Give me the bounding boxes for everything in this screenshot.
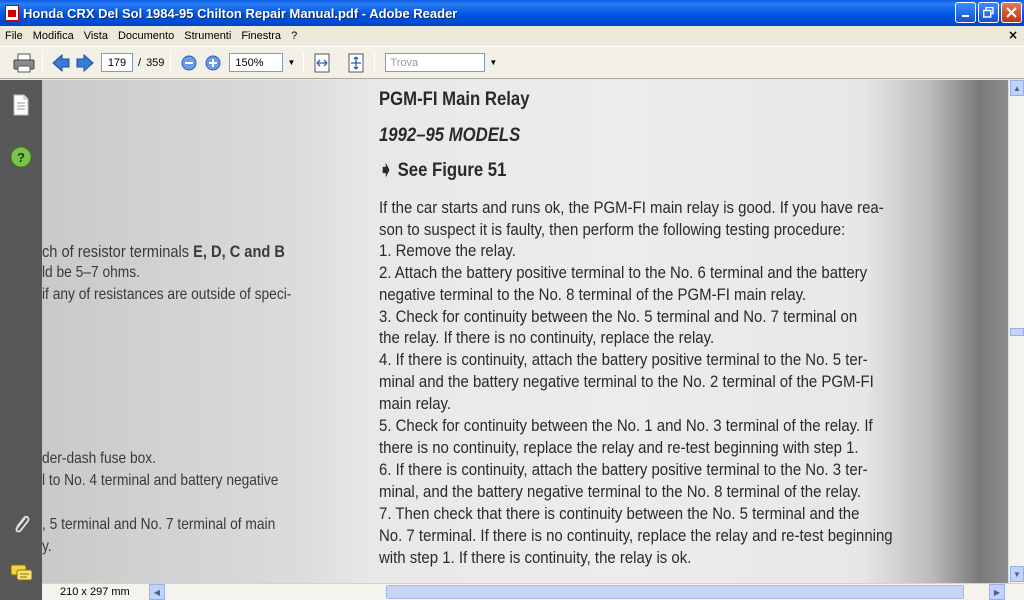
body-line: 3. Check for continuity between the No. 5 terminal and No. 7 terminal on: [379, 307, 858, 326]
text-line: , 5 terminal and No. 7 terminal of main: [42, 516, 276, 533]
horizontal-scroll-thumb[interactable]: [386, 585, 964, 599]
close-icon: [1006, 7, 1017, 18]
zoom-in-icon: [205, 55, 221, 71]
text-line: ld be 5–7 ohms.: [42, 264, 140, 281]
zoom-select[interactable]: [229, 53, 296, 72]
section-subheading: 1992–95 MODELS: [379, 125, 521, 146]
text-line: if any of resistances are outside of speci-: [42, 286, 292, 303]
title-bar: [0, 0, 1024, 26]
status-bar: [42, 583, 1024, 600]
menu-bar: [0, 26, 1024, 46]
pages-icon: [12, 94, 30, 116]
page-size-label: 210 x 297 mm: [60, 586, 130, 598]
body-line: If the car starts and runs ok, the PGM-FI main relay is good. If you have rea-: [379, 198, 884, 217]
body-line: minal and the battery negative terminal to the No. 2 terminal of the PGM-FI: [379, 372, 874, 391]
body-line: 2. Attach the battery positive terminal to the No. 6 terminal and the battery: [379, 263, 868, 282]
menu-finestra[interactable]: Finestra: [241, 30, 282, 42]
arrow-left-icon: [51, 53, 71, 73]
adobe-reader-icon: [5, 5, 19, 21]
chevron-up-icon: ▲: [1013, 83, 1021, 93]
figure-reference: ➧ See Figure 51: [379, 160, 507, 181]
body-line: the relay. If there is no continuity, replace the relay.: [379, 328, 715, 347]
zoom-out-button[interactable]: [177, 51, 201, 75]
chevron-right-icon: ▶: [993, 587, 1001, 597]
left-column-text: [42, 80, 317, 583]
arrow-right-icon: [75, 53, 95, 73]
find-options-chevron-icon[interactable]: ▼: [489, 58, 498, 67]
horizontal-scrollbar[interactable]: [149, 584, 1005, 600]
separator: [374, 52, 375, 74]
menu-strumenti[interactable]: Strumenti: [184, 30, 232, 42]
body-line: 4. If there is continuity, attach the battery positive terminal to the No. 5 ter-: [379, 350, 868, 369]
body-line: son to suspect it is faulty, then perform the following testing procedure:: [379, 220, 846, 239]
fit-page-button[interactable]: [344, 51, 368, 75]
navigation-panel: [0, 80, 42, 600]
chevron-left-icon: ◀: [153, 587, 161, 597]
menu-file[interactable]: File: [5, 30, 23, 42]
minimize-button[interactable]: [955, 2, 976, 23]
help-icon: [10, 146, 32, 168]
comments-icon: [10, 563, 32, 583]
body-line: 6. If there is continuity, attach the battery positive terminal to the No. 3 ter-: [379, 460, 868, 479]
toolbar: [0, 46, 1024, 79]
paperclip-icon: [11, 513, 31, 535]
chevron-down-icon[interactable]: ▼: [287, 58, 296, 67]
separator: [42, 52, 43, 74]
svg-text:?: ?: [17, 150, 25, 165]
text-line: der-dash fuse box.: [42, 450, 156, 467]
window-controls: [955, 2, 1022, 23]
text-line: l to No. 4 terminal and battery negative: [42, 472, 279, 489]
next-page-button[interactable]: [73, 51, 97, 75]
attachments-button[interactable]: [10, 513, 32, 535]
body-line: minal, and the battery negative terminal to the No. 8 terminal of the relay.: [379, 482, 862, 501]
body-line: main relay.: [379, 394, 452, 413]
text-line: y.: [42, 538, 52, 555]
help-button[interactable]: [10, 146, 32, 168]
fit-width-icon: [313, 53, 331, 73]
body-line: 7. Then check that there is continuity between the No. 5 terminal and the: [379, 504, 860, 523]
body-line: negative terminal to the No. 8 terminal of the PGM-FI main relay.: [379, 285, 807, 304]
menu-vista[interactable]: Vista: [83, 30, 108, 42]
section-heading: PGM-FI Main Relay: [379, 89, 530, 110]
menu-modifica[interactable]: Modifica: [32, 30, 74, 42]
text-line: ch of resistor terminals E, D, C and B: [42, 242, 285, 261]
restore-button[interactable]: [978, 2, 999, 23]
separator: [303, 52, 304, 74]
bold-terminal-letters: E, D, C and B: [193, 242, 285, 261]
restore-icon: [983, 7, 994, 18]
zoom-in-button[interactable]: [201, 51, 225, 75]
window-title: Honda CRX Del Sol 1984-95 Chilton Repair Manual.pdf - Adobe Reader: [23, 5, 458, 21]
zoom-out-icon: [181, 55, 197, 71]
total-pages: 359: [146, 56, 165, 69]
scroll-right-button[interactable]: [989, 584, 1005, 600]
body-line: there is no continuity, replace the relay and re-test beginning with step 1.: [379, 438, 859, 457]
minimize-icon: [961, 8, 971, 18]
pdf-page: [42, 80, 1008, 583]
pages-button[interactable]: [10, 94, 32, 116]
body-line: 1. Remove the relay.: [379, 241, 516, 260]
page-separator: /: [138, 56, 142, 69]
page-number-input[interactable]: 179: [101, 53, 133, 72]
chevron-down-icon: ▼: [1013, 569, 1021, 579]
find-input[interactable]: Trova: [385, 53, 485, 72]
scroll-left-button[interactable]: [149, 584, 165, 600]
vertical-scroll-thumb[interactable]: [1010, 328, 1024, 336]
body-line: No. 7 terminal. If there is no continuity, replace the relay and re-test beginning: [379, 526, 893, 545]
bullet-arrow-icon: ➧: [379, 160, 398, 181]
printer-icon: [13, 53, 35, 73]
fit-width-button[interactable]: [310, 51, 334, 75]
previous-page-button[interactable]: [49, 51, 73, 75]
vertical-scrollbar[interactable]: [1008, 80, 1024, 583]
document-viewport[interactable]: [42, 80, 1008, 583]
body-line: with step 1. If there is continuity, the relay is ok.: [379, 548, 692, 567]
scroll-down-button[interactable]: [1010, 566, 1024, 582]
close-document-button[interactable]: ×: [1007, 28, 1018, 42]
fit-page-icon: [347, 53, 365, 73]
menu-documento[interactable]: Documento: [117, 30, 175, 42]
separator: [170, 52, 171, 74]
zoom-value: 150%: [235, 56, 264, 69]
body-line: 5. Check for continuity between the No. 1 and No. 3 terminal of the relay. If: [379, 416, 873, 435]
comments-button[interactable]: [10, 562, 32, 584]
print-button[interactable]: [12, 51, 36, 75]
close-window-button[interactable]: [1001, 2, 1022, 23]
menu-help[interactable]: ?: [291, 30, 298, 42]
scroll-up-button[interactable]: [1010, 80, 1024, 96]
